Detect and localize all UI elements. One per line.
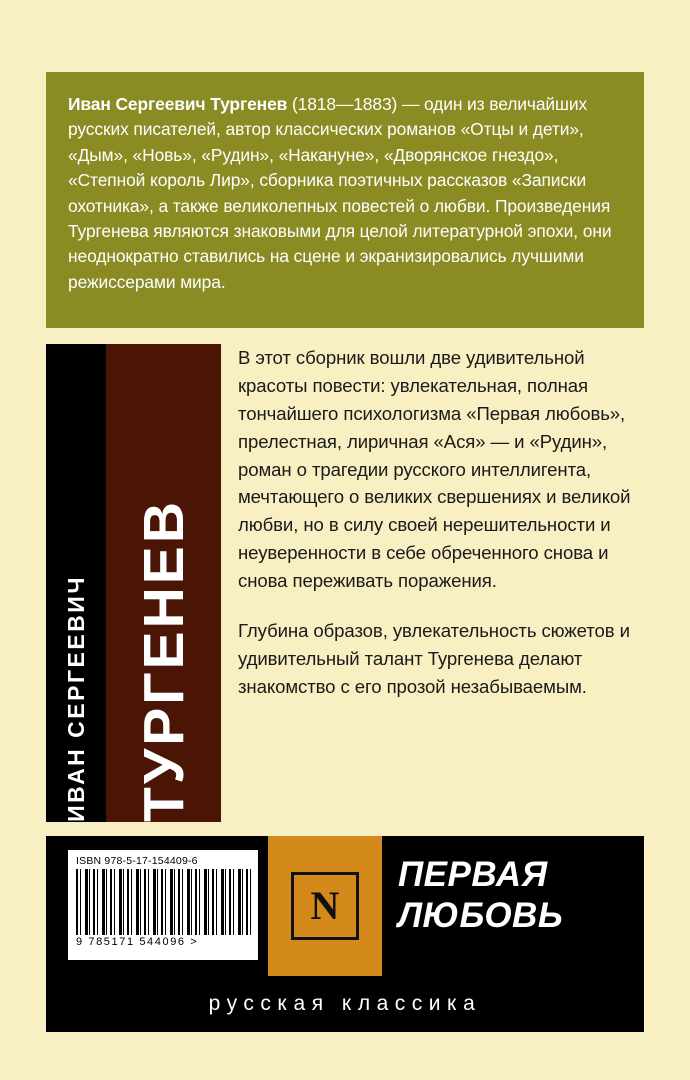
author-name: Иван Сергеевич Тургенев [68, 94, 288, 114]
author-blurb-text [68, 92, 622, 295]
barcode-digits: 9 785171 544096 > [76, 936, 199, 948]
description-paragraph-1: В этот сборник вошли две удивительной красоты повести: увлекательная, полная тончайшего психологизма «Первая любовь», прелестная, лиричная «Ася» — и «Рудин», роман о трагедии русского интеллигента, мечтающего о великих свершениях и великой любви, но в силу своей нерешительности и неуверенности в себе обреченного снова и снова переживать поражения. [238, 347, 631, 592]
publisher-logo [268, 836, 382, 976]
series-name: русская классика [208, 992, 482, 1015]
description-paragraph-2: Глубина образов, увлекательность сюжетов и удивительный талант Тургенева делают знакомство с его прозой незабываемым. [238, 620, 630, 697]
spine-surname [106, 344, 221, 822]
author-blurb-panel [46, 72, 644, 328]
spine-first-names-text: ИВАН СЕРГЕЕВИЧ [62, 575, 89, 822]
book-description [238, 344, 638, 701]
publisher-logo-letter: N [310, 883, 340, 928]
bottom-band [46, 836, 644, 1032]
author-blurb-body: (1818—1883) — один из величайших русских писателей, автор классических романов «Отцы и дети», «Дым», «Новь», «Рудин», «Накануне», «Дворянское гнездо», «Степной король Лир», сборника поэтичных рассказов «Записки охотника», а также великолепных повестей о любви. Произведения Тургенева являются знаковыми для целой литературной эпохи, они неоднократно ставились на сцене и экранизировались лучшими режиссерами мира. [68, 94, 612, 292]
book-title: ПЕРВАЯ ЛЮБОВЬ [398, 855, 564, 936]
barcode-bars-icon [76, 869, 254, 935]
spine-surname-text: ТУРГЕНЕВ [131, 499, 196, 822]
spine-first-names [46, 344, 106, 822]
isbn-text: ISBN 978-5-17-154409-6 [76, 855, 198, 867]
spine-block [46, 344, 221, 822]
barcode [68, 850, 258, 960]
publisher-logo-icon [291, 872, 359, 940]
series-strip [46, 976, 644, 1032]
